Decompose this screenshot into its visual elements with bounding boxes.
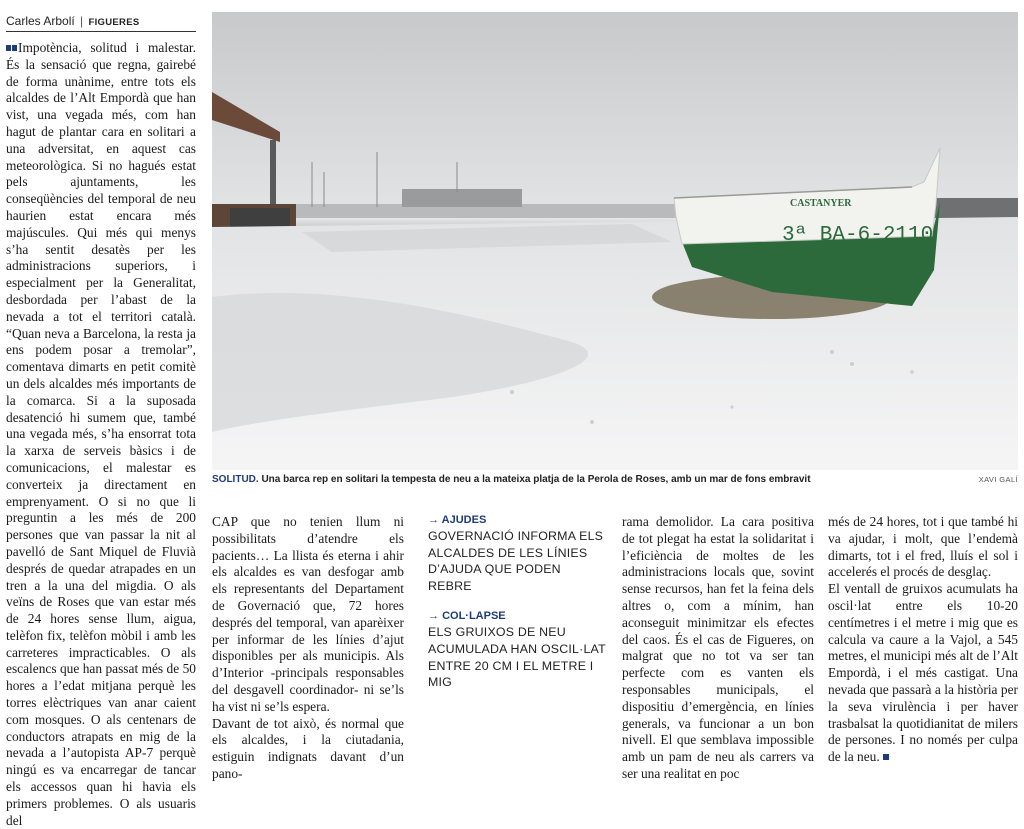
sidebar-block-ajudes <box>428 514 608 594</box>
sidebar-text: GOVERNACIÓ INFORMA ELS ALCALDES DE LES LÍNIES D’AJUDA QUE PODEN REBRE <box>428 529 604 593</box>
byline-separator: | <box>80 14 84 28</box>
paragraph: rama demolidor. La cara positiva de tot plegat ha estat la solidaritat i l’eficiència de moltes de les administracions locals que, sovint sense recursos, han fet la feina dels altres o, com a mínim, han aconseguit minimitzar els efectes del caos. És el cas de Figueres, on malgrat que no tot va ser tan perfecte com es vanten els responsables municipals, el dispositiu d’emergència, en línies generals, va funcionar a un bon nivell. El que semblava impossible amb un pam de neu als carrers va ser una realitat en poc <box>622 514 814 781</box>
caption-text: Una barca rep en solitari la tempesta de neu a la mateixa platja de la Perola de Roses, amb un mar de fons embravit <box>261 474 811 485</box>
byline-place: FIGUERES <box>88 17 140 28</box>
arrow-right-icon: → <box>428 610 439 623</box>
sidebar-label <box>428 514 608 526</box>
article-column-4 <box>622 514 814 783</box>
article-column-1 <box>6 40 196 828</box>
sidebar-highlights <box>428 514 608 707</box>
paragraph <box>828 581 1018 766</box>
snow-beach-photo <box>212 12 1018 470</box>
sidebar-label-text: COL·LAPSE <box>442 610 506 623</box>
sidebar-text: ELS GRUIXOS DE NEU ACUMULADA HAN OSCIL·LAT ENTRE 20 CM I EL METRE I MIG <box>428 625 606 690</box>
arrow-right-icon: → <box>428 514 439 526</box>
sidebar-label <box>428 610 608 622</box>
paragraph: CAP que no tenien llum ni possibilitats d’atendre els pacients… La llista és eterna i ahir els alcaldes es van desfogar amb els representants del Departament de Governació que, 72 hores després del temporal, van aparèixer per informar de les línies d’ajut disponibles per als municipis. Als d’Interior -principals responsables del desgavell coordinador- ni se’ls ha vist ni se’ls espera. <box>212 514 404 714</box>
caption-lead: SOLITUD. <box>212 474 259 485</box>
paragraph <box>6 40 196 829</box>
sidebar-block-collapse <box>428 610 608 690</box>
square-icon <box>883 754 889 760</box>
double-square-icon <box>6 40 18 55</box>
article-column-5 <box>828 514 1018 766</box>
boat-registration: 3ª BA-6-2110 <box>782 224 934 247</box>
paragraph: Davant de tot això, és normal que els alcaldes, i la ciutadania, estiguin indignats davant d’un pano- <box>212 715 404 781</box>
photo-caption <box>212 473 1018 489</box>
paragraph: més de 24 hores, tot i que també hi va ajudar, i molt, que l’endemà dimarts, tot i el fred, lluís el sol i accelerés el procés de desglaç. <box>828 514 1018 580</box>
boat-name: CASTANYER <box>790 198 852 209</box>
article-column-2 <box>212 514 404 783</box>
lead-paragraph: Impotència, solitud i malestar. És la sensació que regna, gairebé de forma unànime, entre tots els alcaldes de l’Alt Empordà que han vist, una vegada més, com han hagut de plantar cara en solitari a una adversitat, en aquest cas meteorològica. Si no hagués estat pels ajuntaments, les conseqüències del temporal de neu haurien estat encara més majúscules. Qui més qui menys s’ha sentit desatès per les administracions superiors, i especialment per la Generalitat, desbordada per l’abast de la nevada a tot el territori català. “Quan neva a Barcelona, la resta ja ens podem posar a tremolar”, comentava dimarts en petit comitè un dels alcaldes més importants de la comarca. Si a la suposada desatenció hi sumem que, també una vegada més, s’ha ensorrat tota la xarxa de serveis bàsics i de comunicacions, el malestar es converteix ja directament en emprenyament. O si no que li preguntin a les més de 200 persones que van passar la nit al pavelló de Sant Miquel de Fluvià després de quedar atrapades en un tren a la una del migdia. O als veïns de Roses que van estar més de 24 hores sense llum, aigua, telèfon fix, telèfon mòbil i amb les carreteres impracticables. O als escalencs que han passat més de 50 hores a l’edat mitjana perquè les torres elèctriques van anar caient com mosques. O als centenars de conductors atrapats en mig de la nevada a l’autopista AP-7 perquè ningú es va encarregar de tancar els accessos quan hi havia els primers problemes. O als usuaris del <box>6 40 196 828</box>
photo-credit: XAVI GALÍ <box>978 475 1018 484</box>
sidebar-label-text: AJUDES <box>441 514 487 526</box>
author-name: Carles Arbolí <box>6 14 75 28</box>
closing-paragraph: El ventall de gruixos acumulats ha oscil·lat entre els 10-20 centímetres i el metre i mig que es calcula va caure a la Vajol, a 545 metres, el municipi més alt de l’Alt Empordà, i el més castigat. Una nevada que passarà a la història per la seva virulència i per haver trasbalsat la quotidianitat de milers de persones. I no només per culpa de la neu. <box>828 581 1018 765</box>
byline <box>6 14 196 32</box>
